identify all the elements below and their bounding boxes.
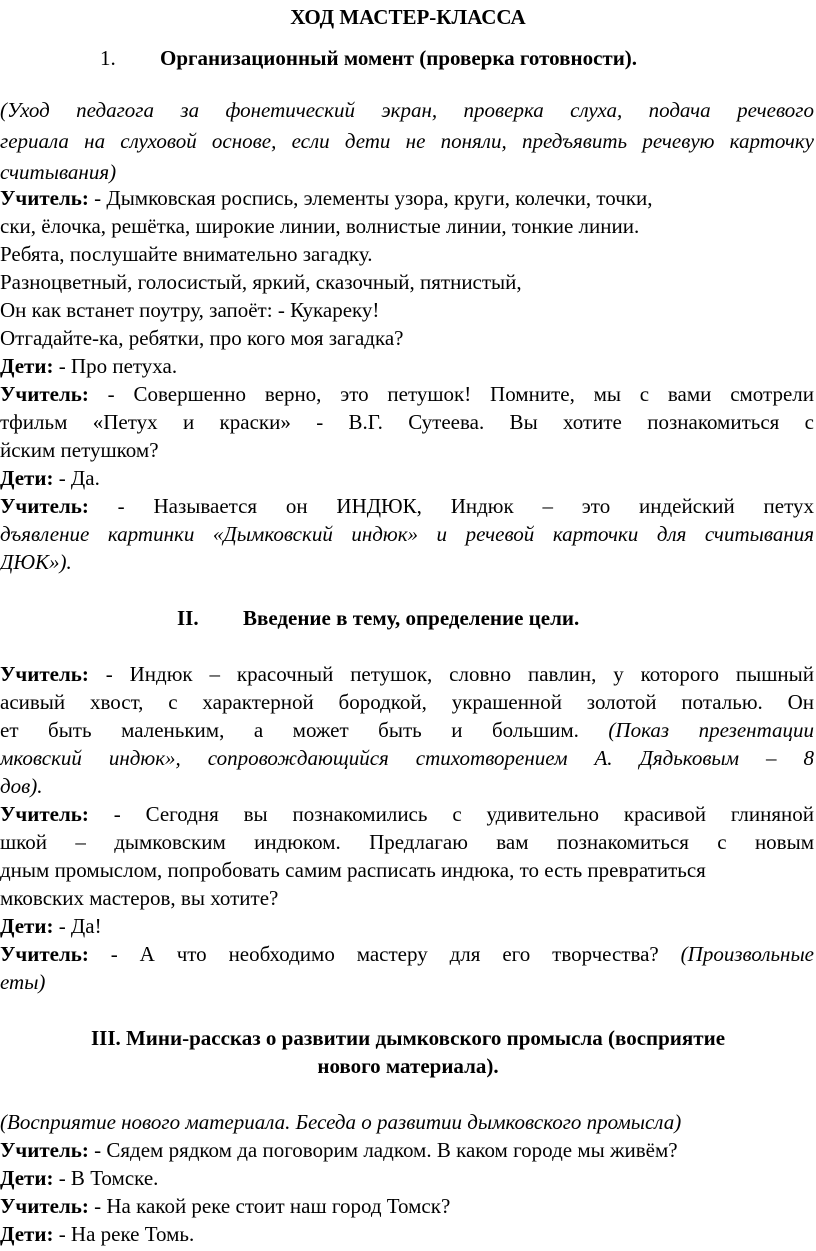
dialogue-text: - Дымковская роспись, элементы узора, круги, колечки, точки,: [88, 186, 653, 210]
speaker-label: Дети:: [0, 354, 54, 378]
paragraph-line: дным промыслом, попробовать самим расписать индюка, то есть превратиться: [0, 858, 706, 882]
dialogue-text: - Про петуха.: [53, 354, 178, 378]
speaker-label: Учитель:: [0, 1194, 89, 1218]
paragraph-line: тфильм «Петух и краски» - В.Г. Сутеева. Вы хотите познакомиться с: [0, 410, 814, 434]
speaker-label: Дети:: [0, 1166, 54, 1190]
dialogue-text: - Индюк – красочный петушок, словно павлин, у которого пышный: [88, 662, 814, 686]
paragraph-line: ски, ёлочка, решётка, широкие линии, волнистые линии, тонкие линии.: [0, 214, 640, 238]
dialogue-text: - В Томске.: [53, 1166, 159, 1190]
section-3-heading-cont: нового материала).: [317, 1054, 499, 1078]
dialogue-text: - Совершенно верно, это петушок! Помните, мы с вами смотрели: [88, 382, 814, 406]
dialogue-line: [0, 183, 653, 213]
paragraph-line: мковских мастеров, вы хотите?: [0, 886, 279, 910]
riddle-line: Отгадайте-ка, ребятки, про кого моя загадка?: [0, 326, 404, 350]
paragraph-text: ет быть маленьким, а может быть и большим.: [0, 718, 609, 742]
dialogue-line: [0, 491, 814, 521]
dialogue-text: - Да.: [53, 466, 100, 490]
speaker-label: Учитель:: [0, 802, 89, 826]
section-3-heading: III. Мини-рассказ о развитии дымковского промысла (восприятие: [90, 1026, 726, 1050]
speaker-label: Дети:: [0, 466, 54, 490]
paragraph-line: (Уход педагога за фонетический экран, проверка слуха, подача речевого: [0, 98, 814, 122]
section-2-heading: Введение в тему, определение цели.: [243, 606, 580, 630]
paragraph-line: еты): [0, 970, 46, 994]
dialogue-line: [0, 1219, 194, 1249]
speaker-label: Учитель:: [0, 186, 89, 210]
dialogue-line: [0, 1191, 450, 1221]
paragraph-line: асивый хвост, с характерной бородкой, украшенной золотой поталью. Он: [0, 690, 814, 714]
dialogue-text: - Да!: [53, 914, 102, 938]
speaker-label: Учитель:: [0, 662, 89, 686]
riddle-line: Разноцветный, голосистый, яркий, сказочный, пятнистый,: [0, 270, 522, 294]
dialogue-line: [0, 463, 100, 493]
paragraph-line: йским петушком?: [0, 438, 159, 462]
dialogue-text: - А что необходимо мастеру для его творчества?: [88, 942, 681, 966]
speaker-label: Учитель:: [0, 942, 89, 966]
dialogue-line: [0, 1163, 158, 1193]
speaker-label: Дети:: [0, 1222, 54, 1246]
paragraph-line: дов).: [0, 774, 43, 798]
dialogue-text: - На какой реке стоит наш город Томск?: [88, 1194, 451, 1218]
paragraph-line: мковский индюк», сопровождающийся стихотворением А. Дядьковым – 8: [0, 746, 814, 770]
dialogue-line: [0, 351, 177, 381]
section-1-heading: Организационный момент (проверка готовности).: [160, 46, 638, 70]
dialogue-line: [0, 799, 814, 829]
speaker-label: Учитель:: [0, 494, 89, 518]
dialogue-line: [0, 659, 814, 689]
section-1-number: 1.: [100, 46, 116, 70]
dialogue-line: [0, 1135, 678, 1165]
dialogue-text: - Называется он ИНДЮК, Индюк – это индейский петух: [88, 494, 814, 518]
dialogue-text: - Сядем рядком да поговорим ладком. В каком городе мы живём?: [88, 1138, 678, 1162]
paragraph-line: (Восприятие нового материала. Беседа о развитии дымковского промысла): [0, 1110, 682, 1134]
paragraph-line: считывания): [0, 160, 117, 184]
paragraph-line: ДЮК»).: [0, 550, 72, 574]
paragraph-line: шкой – дымковским индюком. Предлагаю вам познакомиться с новым: [0, 830, 814, 854]
paragraph-line: гериала на слуховой основе, если дети не поняли, предъявить речевую карточку: [0, 129, 814, 153]
page-title: ХОД МАСТЕР-КЛАССА: [290, 5, 526, 29]
dialogue-line: [0, 911, 102, 941]
dialogue-line: [0, 939, 814, 969]
paragraph-line: [0, 715, 814, 745]
paragraph-line: дъявление картинки «Дымковский индюк» и речевой карточки для считывания: [0, 522, 814, 546]
speaker-label: Учитель:: [0, 1138, 89, 1162]
speaker-label: Дети:: [0, 914, 54, 938]
paragraph-line: Ребята, послушайте внимательно загадку.: [0, 242, 373, 266]
speaker-label: Учитель:: [0, 382, 89, 406]
riddle-line: Он как встанет поутру, запоёт: - Кукареку!: [0, 298, 380, 322]
dialogue-text: - На реке Томь.: [53, 1222, 195, 1246]
dialogue-line: [0, 379, 814, 409]
paragraph-italic: (Показ презентации: [608, 718, 814, 742]
section-2-number: II.: [177, 606, 199, 630]
dialogue-italic: (Произвольные: [680, 942, 814, 966]
dialogue-text: - Сегодня вы познакомились с удивительно красивой глиняной: [88, 802, 814, 826]
